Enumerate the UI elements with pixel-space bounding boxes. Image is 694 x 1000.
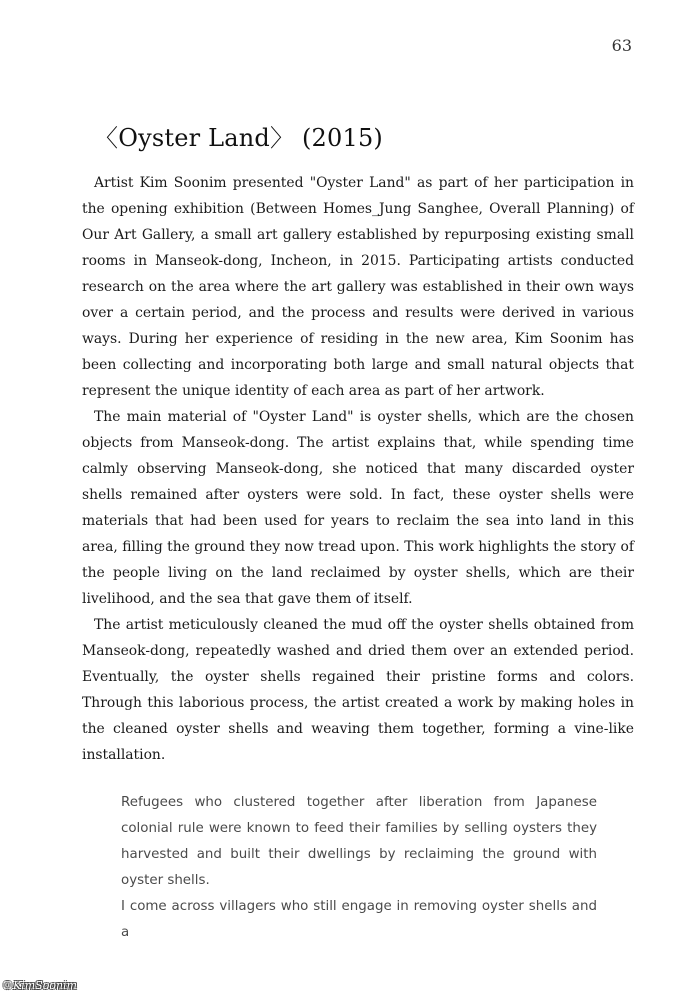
body-paragraph: The main material of "Oyster Land" is oyster shells, which are the chosen objects from Manseok-dong. The artist explains that, while spending time calmly observing Manseok-dong, she noticed that many discarded oyster shells remained after oysters were sold. In fact, these oyster shells were materials that had been used for years to reclaim the sea into land in this area, filling the ground they now tread upon. This work highlights the story of the people living on the land reclaimed by oyster shells, which are their livelihood, and the sea that gave them of itself.	[82, 409, 634, 607]
page-number: 63	[611, 36, 632, 55]
section-title: 〈Oyster Land〉 (2015)	[94, 124, 383, 152]
body-paragraph: The artist meticulously cleaned the mud off the oyster shells obtained from Manseok-dong, repeatedly washed and dried them over an extended period. Eventually, the oyster shells regained their pristine forms and colors. Through this laborious process, the artist created a work by making holes in the cleaned oyster shells and weaving them together, forming a vine-like installation.	[82, 617, 634, 763]
quote-paragraph: Refugees who clustered together after liberation from Japanese colonial rule were known to feed their families by selling oysters they harvested and built their dwellings by reclaiming the ground with oyster shells.	[121, 795, 597, 888]
body-text	[82, 170, 634, 768]
copyright-watermark: ©KimSoonim	[2, 979, 77, 992]
body-paragraph: Artist Kim Soonim presented "Oyster Land" as part of her participation in the opening exhibition (Between Homes_Jung Sanghee, Overall Planning) of Our Art Gallery, a small art gallery established by repurposing existing small rooms in Manseok-dong, Incheon, in 2015. Participating artists conducted research on the area where the art gallery was established in their own ways over a certain period, and the process and results were derived in various ways. During her experience of residing in the new area, Kim Soonim has been collecting and incorporating both large and small natural objects that represent the unique identity of each area as part of her artwork.	[82, 175, 634, 399]
block-quote	[121, 790, 597, 946]
quote-paragraph: I come across villagers who still engage in removing oyster shells and a	[121, 899, 597, 940]
